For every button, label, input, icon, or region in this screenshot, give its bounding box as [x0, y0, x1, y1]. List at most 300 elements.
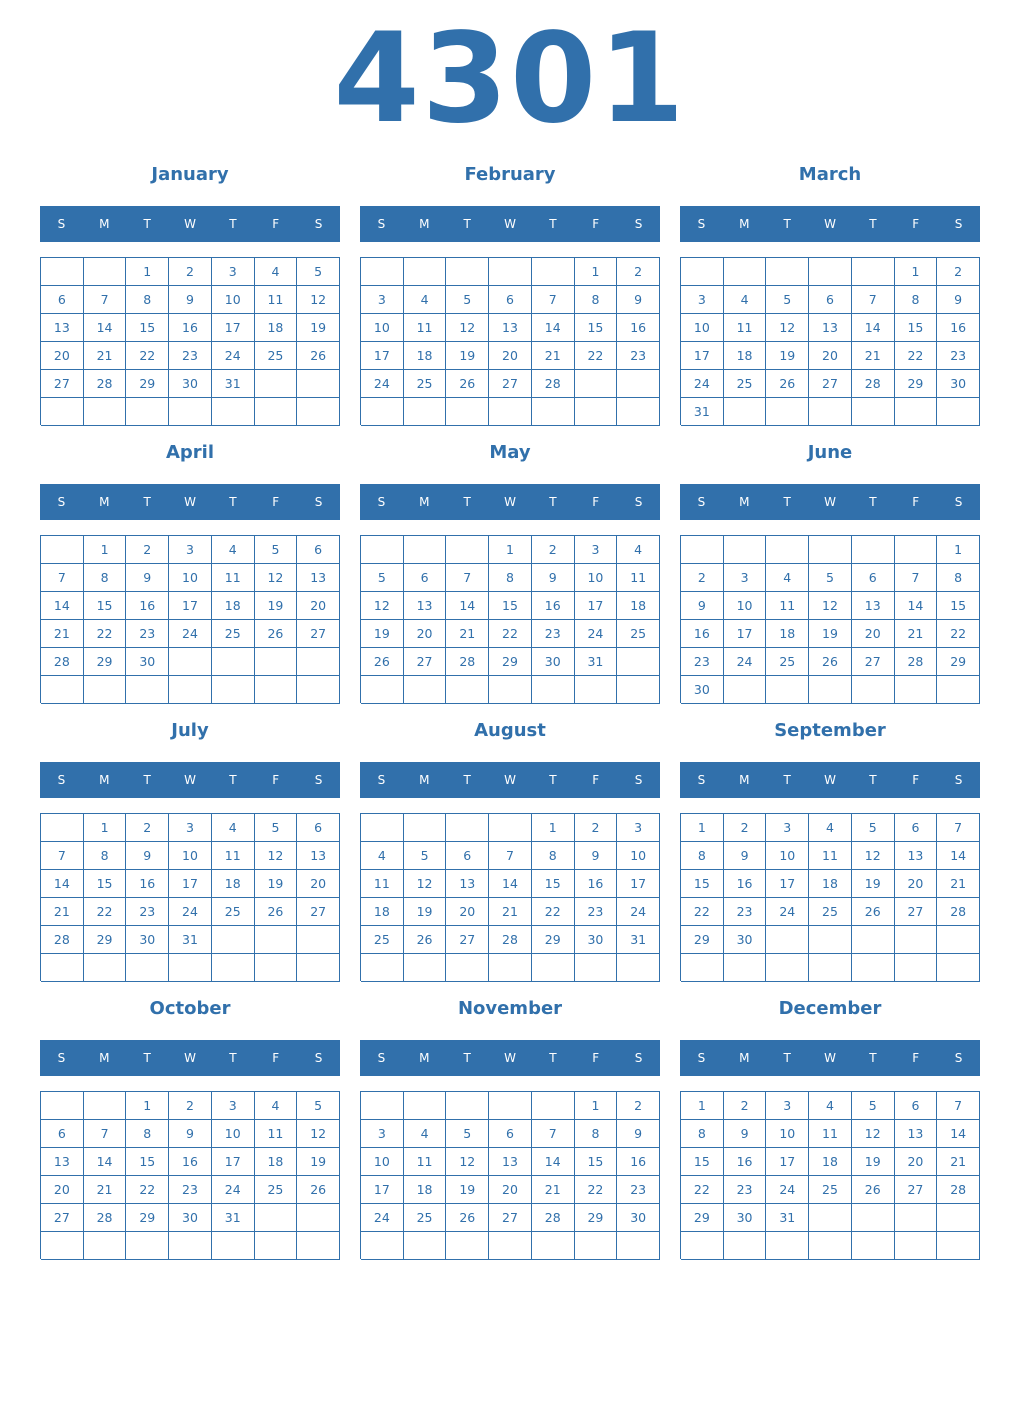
empty-cell: [84, 954, 127, 982]
day-cell: 27: [895, 1176, 938, 1204]
day-cell: 4: [255, 258, 298, 286]
day-cell: 12: [809, 592, 852, 620]
day-cell: 23: [617, 1176, 660, 1204]
day-cell: 29: [895, 370, 938, 398]
day-cell: 28: [489, 926, 532, 954]
empty-cell: [169, 676, 212, 704]
weekday-label: M: [739, 1051, 750, 1065]
empty-cell: [766, 536, 809, 564]
empty-cell: [895, 536, 938, 564]
day-cell: 21: [446, 620, 489, 648]
day-cell: 7: [84, 1120, 127, 1148]
day-cell: 16: [617, 1148, 660, 1176]
day-cell: 25: [212, 620, 255, 648]
day-cell: 6: [895, 1092, 938, 1120]
day-cell: 20: [895, 870, 938, 898]
day-cell: 18: [361, 898, 404, 926]
day-cell: 10: [361, 314, 404, 342]
day-cell: 17: [681, 342, 724, 370]
day-cell: 2: [937, 258, 980, 286]
empty-cell: [212, 926, 255, 954]
day-cell: 8: [126, 1120, 169, 1148]
day-cell: 20: [41, 1176, 84, 1204]
day-cell: 11: [404, 314, 447, 342]
day-cell: 10: [766, 1120, 809, 1148]
weekday-label: T: [783, 1051, 791, 1065]
day-cell: 13: [297, 842, 340, 870]
empty-cell: [489, 814, 532, 842]
day-cell: 14: [41, 592, 84, 620]
empty-cell: [41, 398, 84, 426]
day-cell: 4: [212, 536, 255, 564]
day-cell: 4: [361, 842, 404, 870]
day-cell: 7: [41, 842, 84, 870]
empty-cell: [617, 370, 660, 398]
empty-cell: [255, 398, 298, 426]
empty-cell: [126, 954, 169, 982]
weekday-label: F: [912, 773, 920, 787]
day-cell: 6: [297, 536, 340, 564]
empty-cell: [84, 398, 127, 426]
empty-cell: [809, 926, 852, 954]
day-cell: 2: [169, 258, 212, 286]
empty-cell: [809, 1204, 852, 1232]
weekday-label: T: [549, 495, 557, 509]
day-cell: 24: [724, 648, 767, 676]
empty-cell: [617, 648, 660, 676]
empty-cell: [681, 1232, 724, 1260]
day-cell: 28: [937, 1176, 980, 1204]
empty-cell: [297, 1232, 340, 1260]
day-cell: 2: [724, 1092, 767, 1120]
empty-cell: [361, 814, 404, 842]
day-cell: 1: [489, 536, 532, 564]
day-cell: 3: [212, 1092, 255, 1120]
weekday-label: W: [824, 495, 836, 509]
day-cell: 26: [297, 1176, 340, 1204]
day-cell: 23: [681, 648, 724, 676]
day-cell: 25: [404, 1204, 447, 1232]
empty-cell: [255, 648, 298, 676]
day-cell: 15: [126, 1148, 169, 1176]
empty-cell: [297, 1204, 340, 1232]
empty-cell: [617, 398, 660, 426]
day-cell: 23: [169, 1176, 212, 1204]
day-cell: 28: [84, 370, 127, 398]
day-cell: 10: [575, 564, 618, 592]
day-cell: 4: [404, 286, 447, 314]
month-name: May: [489, 442, 531, 463]
day-cell: 17: [169, 870, 212, 898]
day-cell: 5: [446, 286, 489, 314]
weekday-label: W: [184, 495, 196, 509]
day-cell: 13: [895, 1120, 938, 1148]
empty-cell: [575, 676, 618, 704]
day-cell: 3: [724, 564, 767, 592]
empty-cell: [809, 536, 852, 564]
day-cell: 19: [297, 1148, 340, 1176]
day-cell: 30: [169, 370, 212, 398]
empty-cell: [404, 258, 447, 286]
weekday-label: W: [504, 1051, 516, 1065]
day-cell: 31: [617, 926, 660, 954]
empty-cell: [895, 676, 938, 704]
day-cell: 26: [809, 648, 852, 676]
day-cell: 13: [852, 592, 895, 620]
empty-cell: [895, 398, 938, 426]
weekday-label: F: [272, 1051, 280, 1065]
day-cell: 3: [617, 814, 660, 842]
day-cell: 26: [446, 370, 489, 398]
day-cell: 9: [724, 842, 767, 870]
day-cell: 15: [489, 592, 532, 620]
weekday-label: T: [869, 1051, 877, 1065]
day-grid: [680, 1091, 980, 1259]
month-name: April: [165, 442, 215, 463]
day-cell: 24: [212, 342, 255, 370]
empty-cell: [41, 1092, 84, 1120]
day-cell: 26: [297, 342, 340, 370]
weekday-label: M: [419, 1051, 430, 1065]
day-cell: 13: [446, 870, 489, 898]
empty-cell: [361, 258, 404, 286]
day-cell: 16: [575, 870, 618, 898]
day-grid: [360, 1091, 660, 1259]
empty-cell: [404, 814, 447, 842]
weekday-header: [680, 484, 980, 520]
day-cell: 18: [212, 870, 255, 898]
day-cell: 28: [532, 1204, 575, 1232]
day-cell: 21: [895, 620, 938, 648]
day-cell: 4: [212, 814, 255, 842]
day-cell: 15: [681, 870, 724, 898]
day-cell: 24: [212, 1176, 255, 1204]
day-cell: 1: [681, 1092, 724, 1120]
weekday-label: W: [824, 773, 836, 787]
empty-cell: [126, 676, 169, 704]
day-cell: 28: [41, 648, 84, 676]
empty-cell: [446, 536, 489, 564]
month-name: February: [464, 164, 556, 185]
day-cell: 16: [617, 314, 660, 342]
weekday-label: S: [314, 217, 323, 231]
empty-cell: [937, 1204, 980, 1232]
day-cell: 15: [575, 1148, 618, 1176]
day-cell: 6: [446, 842, 489, 870]
day-cell: 22: [575, 1176, 618, 1204]
weekday-label: S: [377, 773, 386, 787]
day-cell: 19: [766, 342, 809, 370]
empty-cell: [937, 398, 980, 426]
day-cell: 15: [895, 314, 938, 342]
month-name: December: [778, 998, 882, 1019]
day-cell: 17: [212, 1148, 255, 1176]
weekday-label: F: [912, 1051, 920, 1065]
empty-cell: [212, 648, 255, 676]
weekday-label: W: [824, 1051, 836, 1065]
weekday-label: M: [99, 773, 110, 787]
empty-cell: [255, 1204, 298, 1232]
day-cell: 16: [724, 870, 767, 898]
day-cell: 5: [852, 814, 895, 842]
day-cell: 5: [404, 842, 447, 870]
day-cell: 26: [766, 370, 809, 398]
day-cell: 19: [255, 592, 298, 620]
empty-cell: [404, 536, 447, 564]
weekday-header: [360, 484, 660, 520]
day-cell: 19: [255, 870, 298, 898]
empty-cell: [255, 370, 298, 398]
weekday-label: S: [697, 217, 706, 231]
day-cell: 8: [532, 842, 575, 870]
weekday-label: T: [463, 217, 471, 231]
weekday-label: S: [634, 1051, 643, 1065]
weekday-label: S: [314, 773, 323, 787]
day-cell: 11: [617, 564, 660, 592]
empty-cell: [575, 954, 618, 982]
day-grid: [360, 535, 660, 703]
empty-cell: [404, 1232, 447, 1260]
empty-cell: [681, 258, 724, 286]
day-cell: 26: [446, 1204, 489, 1232]
day-cell: 9: [126, 842, 169, 870]
day-cell: 10: [724, 592, 767, 620]
year-title: 4301: [333, 7, 687, 151]
day-cell: 21: [937, 870, 980, 898]
empty-cell: [84, 1232, 127, 1260]
day-cell: 13: [41, 1148, 84, 1176]
empty-cell: [532, 1232, 575, 1260]
day-cell: 23: [126, 898, 169, 926]
day-cell: 4: [404, 1120, 447, 1148]
day-cell: 8: [84, 564, 127, 592]
day-cell: 20: [809, 342, 852, 370]
weekday-label: F: [592, 217, 600, 231]
empty-cell: [617, 954, 660, 982]
weekday-label: F: [912, 217, 920, 231]
empty-cell: [41, 258, 84, 286]
day-cell: 8: [575, 286, 618, 314]
empty-cell: [361, 1232, 404, 1260]
month-name: November: [457, 998, 563, 1019]
weekday-label: S: [634, 495, 643, 509]
day-cell: 24: [169, 898, 212, 926]
empty-cell: [84, 676, 127, 704]
day-cell: 14: [84, 1148, 127, 1176]
day-cell: 27: [404, 648, 447, 676]
day-cell: 24: [617, 898, 660, 926]
day-grid: [360, 257, 660, 425]
weekday-label: S: [314, 495, 323, 509]
weekday-label: S: [57, 217, 66, 231]
day-cell: 16: [937, 314, 980, 342]
empty-cell: [809, 258, 852, 286]
day-cell: 18: [255, 314, 298, 342]
day-cell: 11: [361, 870, 404, 898]
weekday-label: S: [377, 1051, 386, 1065]
day-cell: 8: [126, 286, 169, 314]
weekday-label: W: [504, 217, 516, 231]
day-cell: 12: [766, 314, 809, 342]
weekday-header: [40, 206, 340, 242]
day-cell: 23: [532, 620, 575, 648]
empty-cell: [169, 648, 212, 676]
empty-cell: [255, 954, 298, 982]
day-cell: 6: [297, 814, 340, 842]
day-cell: 23: [575, 898, 618, 926]
empty-cell: [297, 954, 340, 982]
empty-cell: [575, 370, 618, 398]
day-cell: 30: [937, 370, 980, 398]
weekday-label: F: [912, 495, 920, 509]
day-cell: 30: [724, 926, 767, 954]
empty-cell: [724, 258, 767, 286]
weekday-label: W: [824, 217, 836, 231]
weekday-header: [360, 1040, 660, 1076]
day-cell: 2: [617, 1092, 660, 1120]
day-cell: 12: [255, 564, 298, 592]
weekday-label: T: [783, 773, 791, 787]
weekday-label: M: [739, 217, 750, 231]
empty-cell: [532, 676, 575, 704]
day-cell: 12: [852, 1120, 895, 1148]
day-cell: 18: [766, 620, 809, 648]
weekday-label: M: [739, 773, 750, 787]
empty-cell: [404, 954, 447, 982]
day-cell: 14: [937, 842, 980, 870]
weekday-header: [40, 762, 340, 798]
day-cell: 22: [489, 620, 532, 648]
empty-cell: [937, 676, 980, 704]
day-grid: [40, 535, 340, 703]
day-cell: 31: [212, 370, 255, 398]
day-cell: 7: [489, 842, 532, 870]
day-cell: 1: [937, 536, 980, 564]
empty-cell: [489, 1092, 532, 1120]
day-cell: 5: [361, 564, 404, 592]
day-cell: 1: [575, 258, 618, 286]
day-cell: 4: [809, 1092, 852, 1120]
day-cell: 3: [169, 814, 212, 842]
empty-cell: [532, 954, 575, 982]
day-cell: 23: [724, 898, 767, 926]
day-cell: 21: [852, 342, 895, 370]
day-cell: 1: [84, 814, 127, 842]
day-cell: 20: [41, 342, 84, 370]
day-cell: 22: [681, 898, 724, 926]
day-cell: 21: [532, 342, 575, 370]
day-cell: 17: [617, 870, 660, 898]
day-cell: 27: [895, 898, 938, 926]
weekday-label: S: [954, 1051, 963, 1065]
day-cell: 29: [681, 926, 724, 954]
day-cell: 27: [41, 370, 84, 398]
day-cell: 17: [724, 620, 767, 648]
day-cell: 29: [126, 370, 169, 398]
weekday-label: S: [697, 1051, 706, 1065]
day-cell: 9: [126, 564, 169, 592]
day-cell: 27: [446, 926, 489, 954]
day-cell: 20: [297, 592, 340, 620]
day-cell: 26: [361, 648, 404, 676]
day-grid: [680, 813, 980, 981]
day-cell: 30: [724, 1204, 767, 1232]
day-cell: 11: [255, 286, 298, 314]
day-cell: 4: [617, 536, 660, 564]
empty-cell: [681, 536, 724, 564]
day-cell: 19: [809, 620, 852, 648]
day-cell: 13: [489, 314, 532, 342]
day-cell: 1: [84, 536, 127, 564]
empty-cell: [169, 398, 212, 426]
day-cell: 9: [169, 1120, 212, 1148]
weekday-label: T: [549, 773, 557, 787]
weekday-label: S: [377, 495, 386, 509]
empty-cell: [361, 398, 404, 426]
day-cell: 28: [852, 370, 895, 398]
day-cell: 8: [84, 842, 127, 870]
day-cell: 5: [809, 564, 852, 592]
day-cell: 20: [852, 620, 895, 648]
month-name: January: [151, 164, 229, 185]
day-cell: 14: [852, 314, 895, 342]
empty-cell: [489, 676, 532, 704]
day-cell: 15: [84, 592, 127, 620]
weekday-label: T: [229, 217, 237, 231]
day-grid: [40, 257, 340, 425]
day-cell: 2: [126, 536, 169, 564]
day-cell: 5: [852, 1092, 895, 1120]
day-cell: 20: [446, 898, 489, 926]
day-cell: 3: [212, 258, 255, 286]
weekday-label: T: [143, 1051, 151, 1065]
weekday-label: T: [229, 773, 237, 787]
empty-cell: [169, 954, 212, 982]
day-cell: 6: [852, 564, 895, 592]
empty-cell: [84, 258, 127, 286]
day-cell: 18: [404, 342, 447, 370]
empty-cell: [446, 676, 489, 704]
empty-cell: [489, 1232, 532, 1260]
empty-cell: [169, 1232, 212, 1260]
day-cell: 22: [575, 342, 618, 370]
day-cell: 21: [84, 342, 127, 370]
empty-cell: [361, 954, 404, 982]
empty-cell: [255, 676, 298, 704]
day-cell: 18: [212, 592, 255, 620]
day-cell: 4: [255, 1092, 298, 1120]
weekday-label: T: [463, 495, 471, 509]
empty-cell: [41, 676, 84, 704]
empty-cell: [126, 398, 169, 426]
day-cell: 17: [361, 1176, 404, 1204]
day-cell: 31: [169, 926, 212, 954]
day-cell: 12: [446, 314, 489, 342]
day-cell: 29: [575, 1204, 618, 1232]
day-cell: 2: [724, 814, 767, 842]
empty-cell: [255, 926, 298, 954]
day-cell: 17: [575, 592, 618, 620]
day-cell: 12: [255, 842, 298, 870]
day-cell: 19: [297, 314, 340, 342]
day-cell: 17: [212, 314, 255, 342]
day-cell: 11: [724, 314, 767, 342]
day-cell: 5: [446, 1120, 489, 1148]
day-cell: 28: [41, 926, 84, 954]
weekday-label: S: [57, 495, 66, 509]
day-cell: 3: [361, 286, 404, 314]
day-cell: 21: [489, 898, 532, 926]
